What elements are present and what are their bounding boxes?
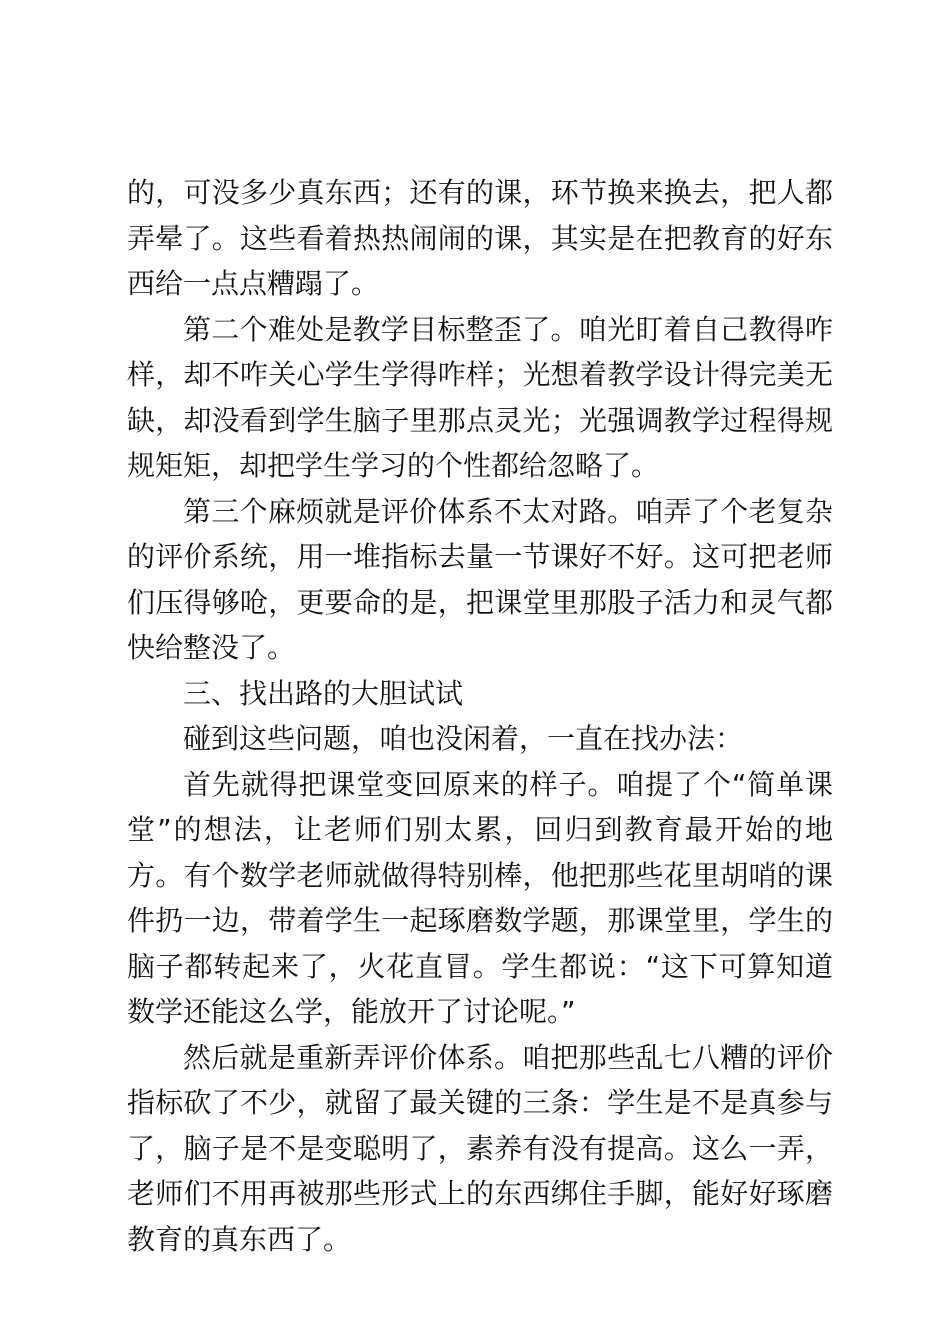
paragraph-evaluation-reform: 然后就是重新弄评价体系。咱把那些乱七八糟的评价指标砍了不少，就留了最关键的三条：学生是不是真参与了，脑子是不是变聪明了，素养有没有提高。这么一弄，老师们不用再被那些形式上的东西绑住手脚，能好好琢磨教育的真东西了。 (127, 1040, 833, 1256)
paragraph-simple-classroom: 首先就得把课堂变回原来的样子。咱提了个“简单课堂”的想法，让老师们别太累，回归到教育最开始的地方。有个数学老师就做得特别棒，他把那些花里胡哨的课件扔一边，带着学生一起琢磨数学题，那课堂里，学生的脑子都转起来了，火花直冒。学生都说：“这下可算知道数学还能这么学，能放开了讨论呢。” (127, 767, 833, 1028)
paragraph-second-difficulty: 第二个难处是教学目标整歪了。咱光盯着自己教得咋样，却不咋关心学生学得咋样；光想着教学设计得完美无缺，却没看到学生脑子里那点灵光；光强调教学过程得规规矩矩，却把学生学习的个性都给忽略了。 (127, 312, 833, 482)
paragraph-continuation: 的，可没多少真东西；还有的课，环节换来换去，把人都弄晕了。这些看着热热闹闹的课，其实是在把教育的好东西给一点点糟蹋了。 (127, 176, 833, 300)
paragraph-third-problem: 第三个麻烦就是评价体系不太对路。咱弄了个老复杂的评价系统，用一堆指标去量一节课好不好。这可把老师们压得够呛，更要命的是，把课堂里那股子活力和灵气都快给整没了。 (127, 494, 833, 664)
document-page (127, 170, 833, 1262)
section-heading: 三、找出路的大胆试试 (183, 676, 464, 710)
paragraph-intro: 碰到这些问题，咱也没闲着，一直在找办法： (183, 722, 744, 755)
